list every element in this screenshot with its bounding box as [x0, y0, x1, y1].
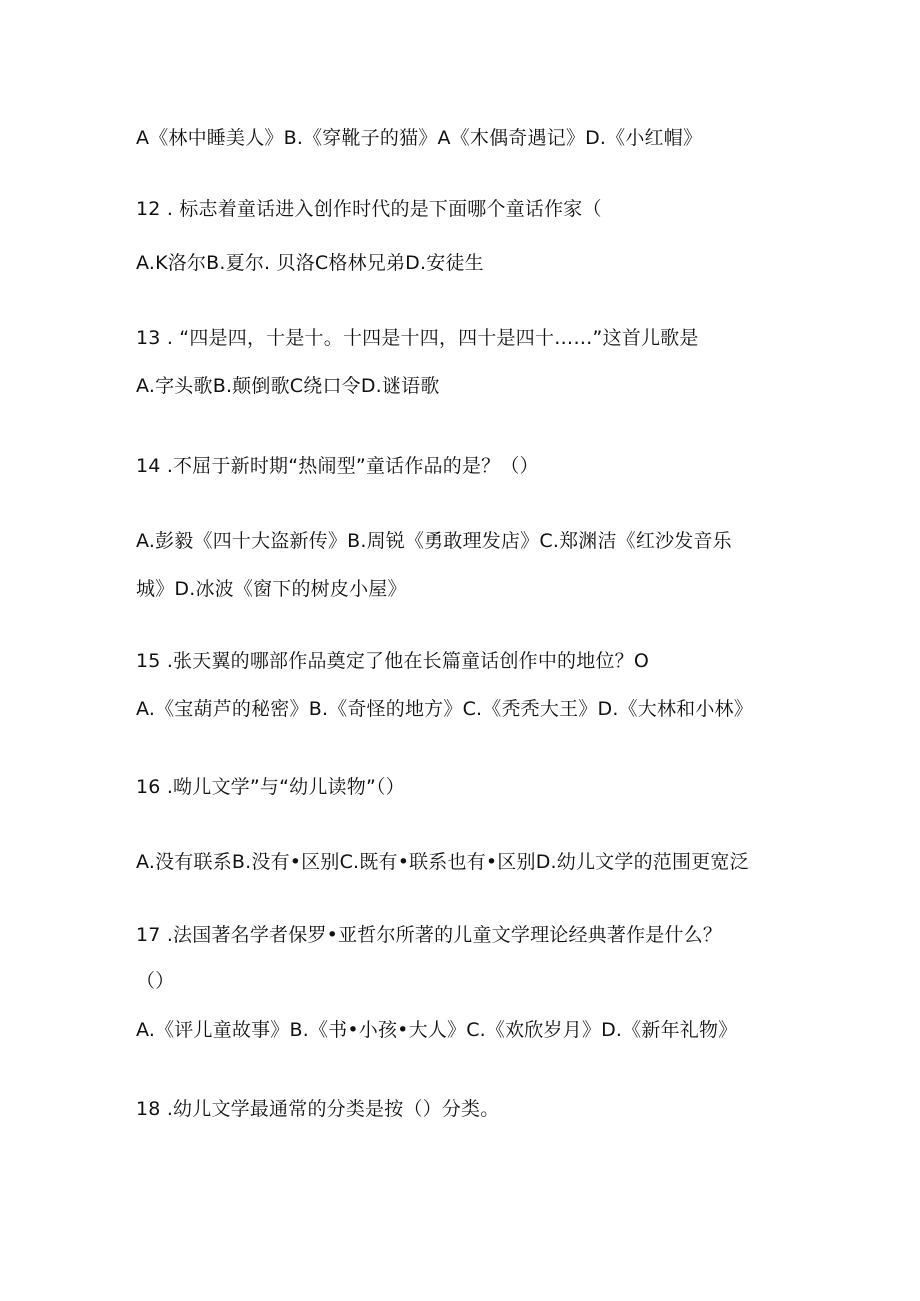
q17-question: 17 .法国著名学者保罗•亚哲尔所著的儿童文学理论经典著作是什么？ [136, 924, 723, 946]
q17-options: A.《评儿童故事》B.《书•小孩•大人》C.《欢欣岁月》D.《新年礼物》 [136, 1019, 738, 1041]
q14-options-line1: A.彭毅《四十大盗新传》B.周锐《勇敢理发店》C.郑渊洁《红沙发音乐 [136, 530, 732, 552]
q14-options-line2: 城》D.冰波《窗下的树皮小屋》 [136, 578, 407, 600]
q11-options: A《林中睡美人》B.《穿靴子的猫》A《木偶奇遇记》D.《小红帽》 [136, 127, 703, 149]
q18-question: 18 .幼儿文学最通常的分类是按（）分类。 [136, 1098, 500, 1120]
q15-question: 15 .张天翼的哪部作品奠定了他在长篇童话创作中的地位？O [136, 650, 650, 672]
q16-question: 16 .呦儿文学”与“幼儿读物”（） [136, 776, 405, 798]
q13-options: A.字头歌B.颠倒歌C绕口令D.谜语歌 [136, 375, 440, 397]
q16-options: A.没有联系B.没有•区别C.既有•联系也有•区别D.幼儿文学的范围更宽泛 [136, 851, 749, 873]
q14-question: 14 .不屈于新时期“热闹型”童话作品的是？（） [136, 455, 539, 477]
q12-options: A.K洛尔B.夏尔. 贝洛C格林兄弟D.安徒生 [136, 252, 484, 274]
q17-question-cont: （） [136, 970, 175, 992]
q15-options: A.《宝葫芦的秘密》B.《奇怪的地方》C.《秃秃大王》D.《大林和小林》 [136, 698, 753, 720]
q12-question: 12 . 标志着童话进入创作时代的是下面哪个童话作家（ [136, 198, 602, 220]
q13-question: 13 . “四是四，十是十。十四是十四，四十是四十……”这首儿歌是 [136, 327, 699, 349]
